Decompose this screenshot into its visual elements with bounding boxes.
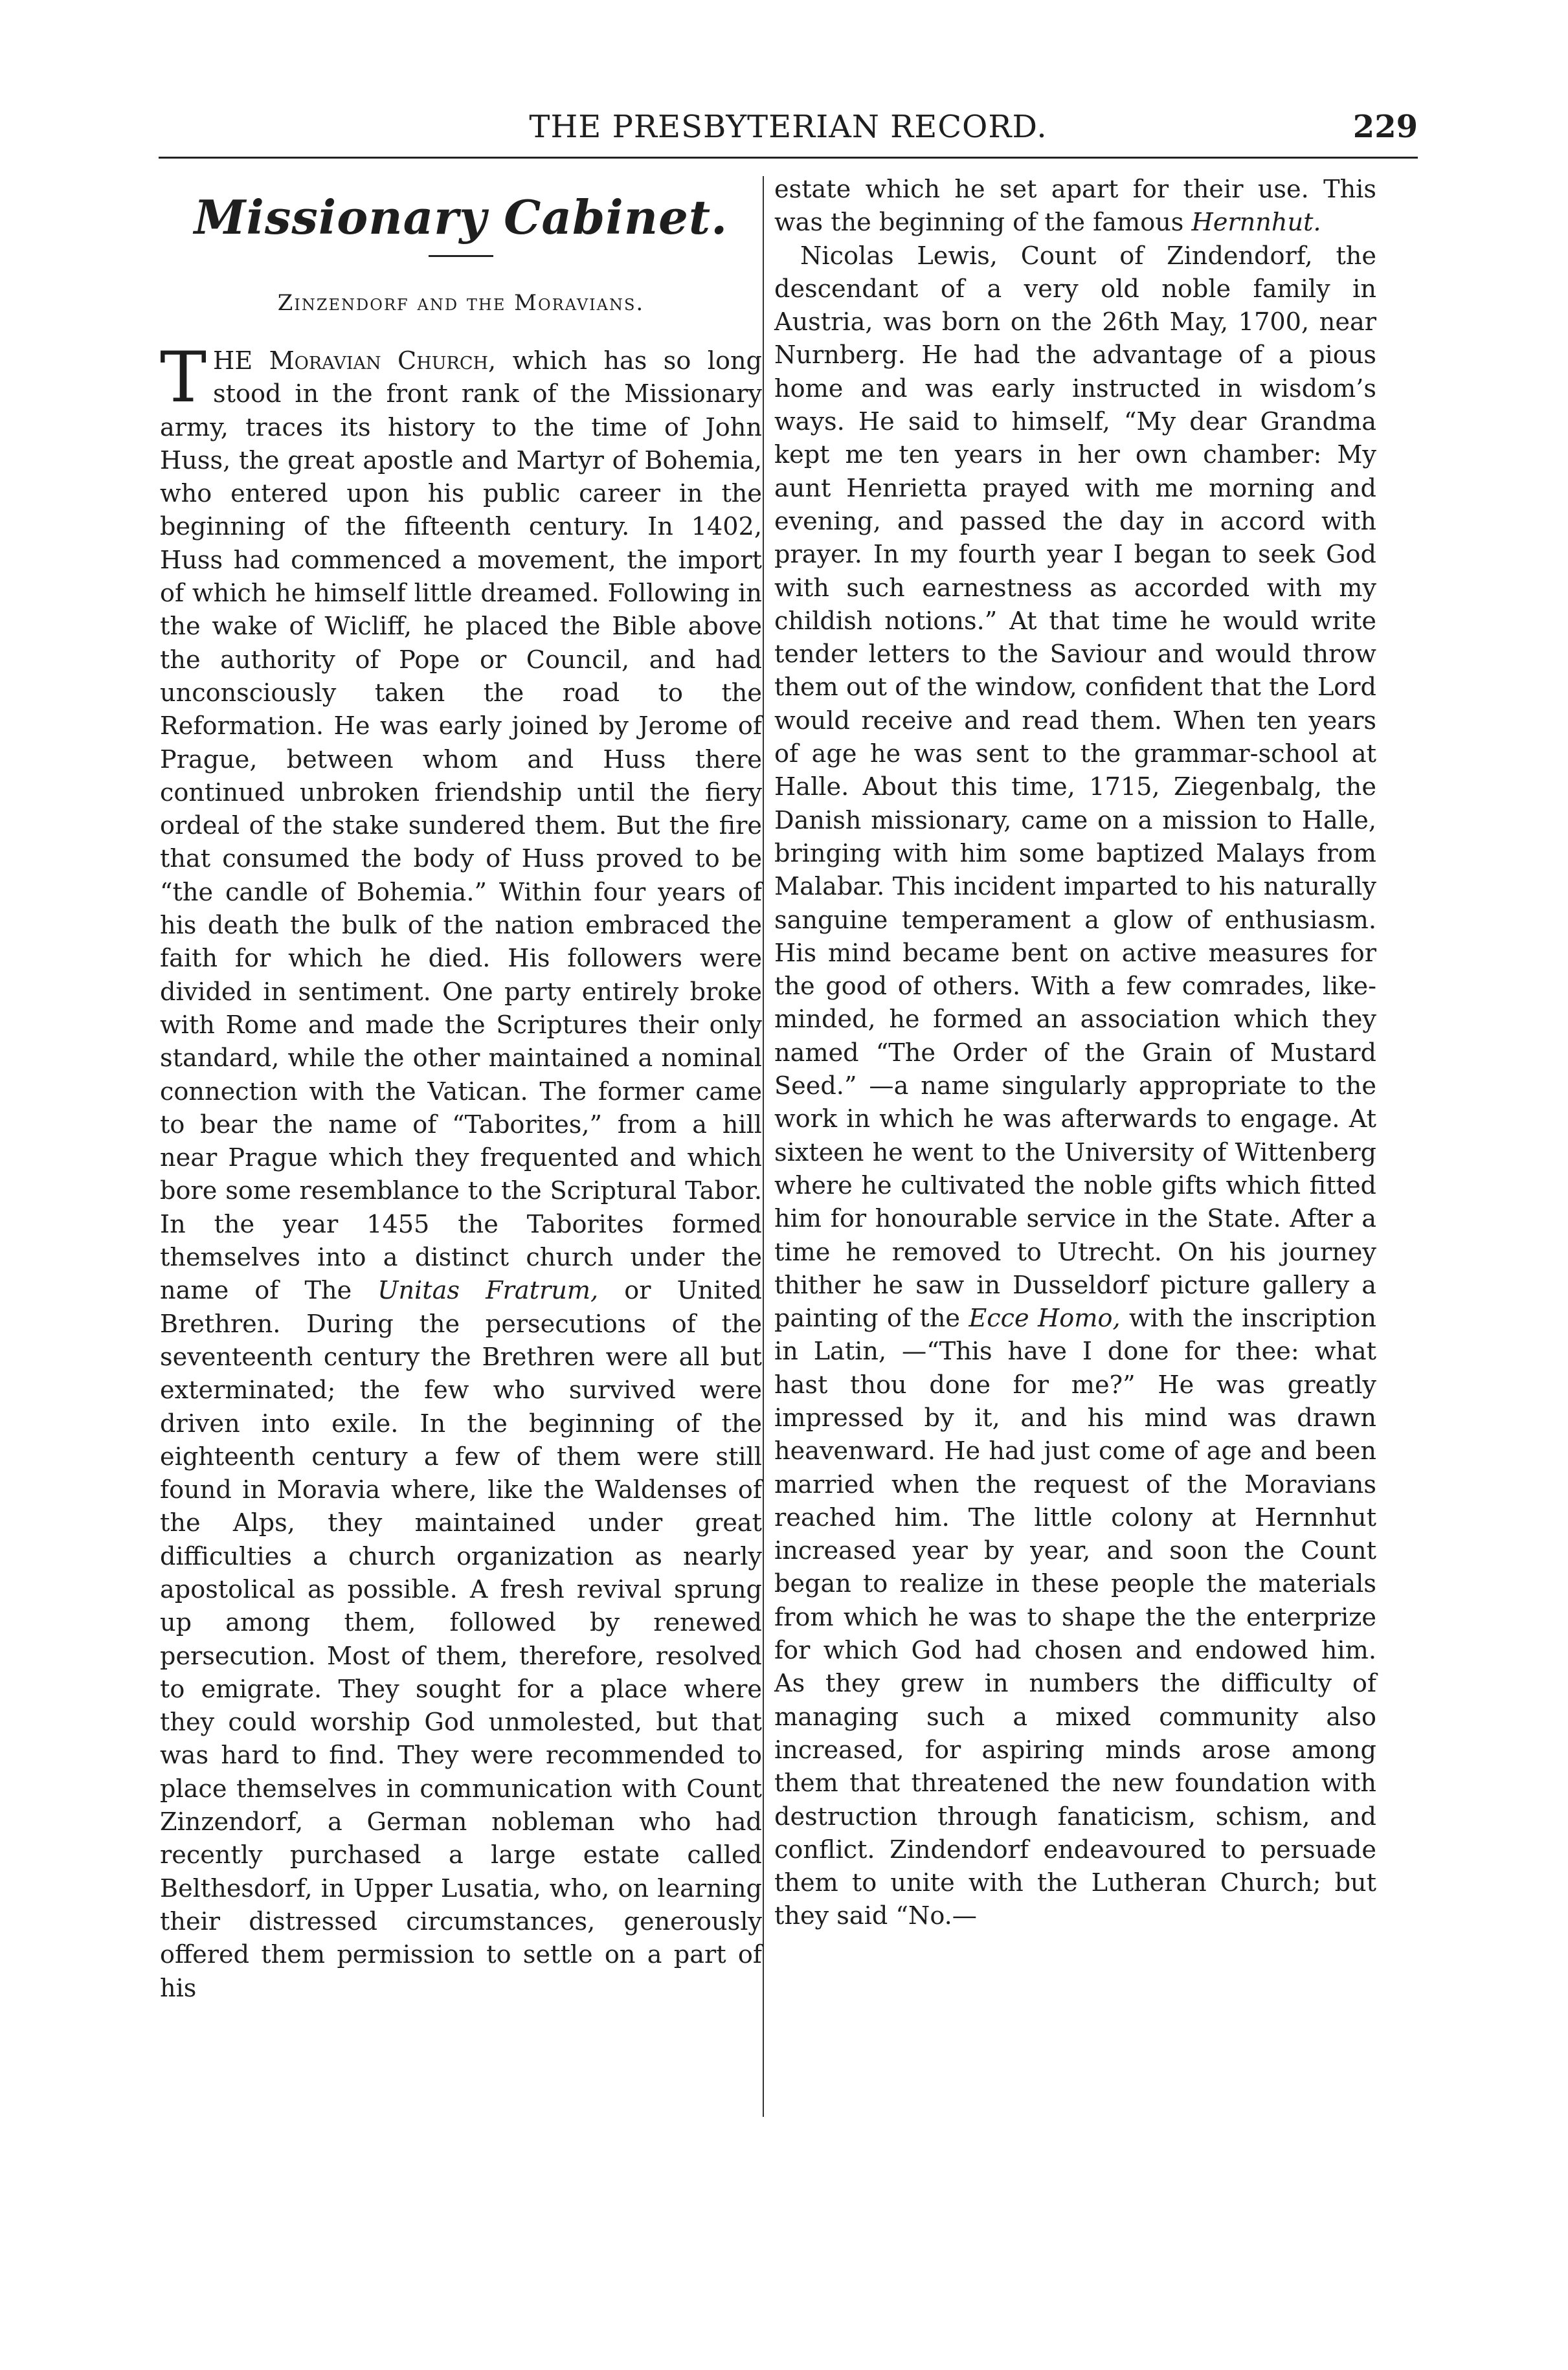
paragraph-text-cont: or United Brethren. During the persecutions of the seventeenth century the Brethren were all but exterminated; the few who survived were driven into exile. In the beginning of the eighteenth century a few of them were still found in Moravia where, like the Waldenses of the Alps, they maintained under great difficulties a church organization as nearly apostolical as possible. A fresh revival sprung up among them, followed by renewed persecution. Most of them, therefore, resolved to emigrate. They sought for a place where they could worship God unmolested, but that was hard to find. They were recommended to place themselves in communication with Count Zinzendorf, a German nobleman who had recently purchased a large estate called Belthesdorf, in Upper Lusatia, who, on learning their distressed circumstances, generously offered them permission to settle on a part of his xyxy=(160,1277,762,2003)
section-heading: Missionary Cabinet. xyxy=(194,190,728,245)
page-number: 229 xyxy=(1352,109,1418,145)
article-paragraph-right-1 xyxy=(774,173,1376,240)
opening-small-caps: HE Moravian Church, xyxy=(213,347,497,375)
header-rule xyxy=(159,157,1418,159)
column-divider xyxy=(763,176,764,2117)
right-column xyxy=(774,173,1376,1934)
heading-rule xyxy=(429,255,493,257)
painting-title: Ecce Homo, xyxy=(969,1304,1121,1334)
article-title: Zinzendorf and the Moravians. xyxy=(277,290,645,316)
place-name: Hernnhut. xyxy=(1191,208,1321,238)
paragraph-text: which has so long stood in the front rank of the Missionary army, traces its history to the time of John Huss, the great apostle and Martyr of Bohemia, who entered upon his public career in the beginning of the fifteenth century. In 1402, Huss had commenced a movement, the import of which he himself little dreamed. Following in the wake of Wicliff, he placed the Bible above the authority of Pope or Council, and had unconsciously taken the road to the Reformation. He was early joined by Jerome of Prague, between whom and Huss there continued unbroken friendship until the fiery ordeal of the stake sundered them. But the fire that consumed the body of Huss proved to be “the candle of Bohemia.” Within four years of his death the bulk of the nation embraced the faith for which he died. His followers were divided in sentiment. One party entirely broke with Rome and made the Scriptures their only standard, while the other maintained a nominal connection with the Vatican. The former came to bear the name of “Taborites,” from a hill near Prague which they frequented and which bore some resemblance to the Scriptural Tabor. In the year 1455 the Taborites formed themselves into a distinct church under the name of The xyxy=(160,347,763,1306)
paragraph-text-cont: with the inscription in Latin, —“This have I done for thee: what hast thou done for me?” He was greatly impressed by it, and his mind was drawn heavenward. He had just come of age and been married when the request of the Moravians reached him. The little colony at Hernnhut increased year by year, and soon the Count began to realize in these people the materials from which he was to shape the the enterprize for which God had chosen and endowed him. As they grew in numbers the difficulty of managing such a mixed community also increased, for aspiring minds arose among them that threatened the new foundation with destruction through fanaticism, schism, and conflict. Zindendorf endeavoured to persuade them to unite with the Lutheran Church; but they said “No.— xyxy=(774,1304,1376,1931)
drop-cap: T xyxy=(160,337,207,418)
paragraph-text: Nicolas Lewis, Count of Zindendorf, the descendant of a very old noble family in Austria, was born on the 26th May, 1700, near Nurnberg. He had the advantage of a pious home and was early instructed in wisdom’s ways. He said to himself, “My dear Grandma kept me ten years in her own chamber: My aunt Henrietta prayed with me morning and evening, and passed the day in accord with prayer. In my fourth year I began to seek God with such earnestness as accorded with my childish notions.” At that time he would write tender letters to the Saviour and would throw them out of the window, confident that the Lord would receive and read them. When ten years of age he was sent to the grammar-school at Halle. About this time, 1715, Ziegenbalg, the Danish missionary, came on a mission to Halle, bringing with him some baptized Malays from Malabar. This incident imparted to his naturally sanguine temperament a glow of enthusiasm. His mind became bent on active measures for the good of others. With a few comrades, like-minded, he formed an association which they named “The Order of the Grain of Mustard Seed.” —a name singularly appropriate to the work in which he was afterwards to engage. At sixteen he went to the University of Wittenberg where he cultivated the noble gifts which fitted him for honourable service in the State. After a time he removed to Utrecht. On his journey thither he saw in Dusseldorf picture gallery a painting of the xyxy=(774,241,1376,1334)
article-paragraph-right-2 xyxy=(774,240,1376,1934)
latin-name: Unitas Fratrum, xyxy=(377,1277,599,1306)
running-title: THE PRESBYTERIAN RECORD. xyxy=(529,109,1047,145)
article-paragraph-left xyxy=(160,337,763,2006)
left-column xyxy=(160,173,762,2006)
page-header xyxy=(159,109,1418,154)
paragraph-text: estate which he set apart for their use. This was the beginning of the famous xyxy=(774,175,1376,238)
